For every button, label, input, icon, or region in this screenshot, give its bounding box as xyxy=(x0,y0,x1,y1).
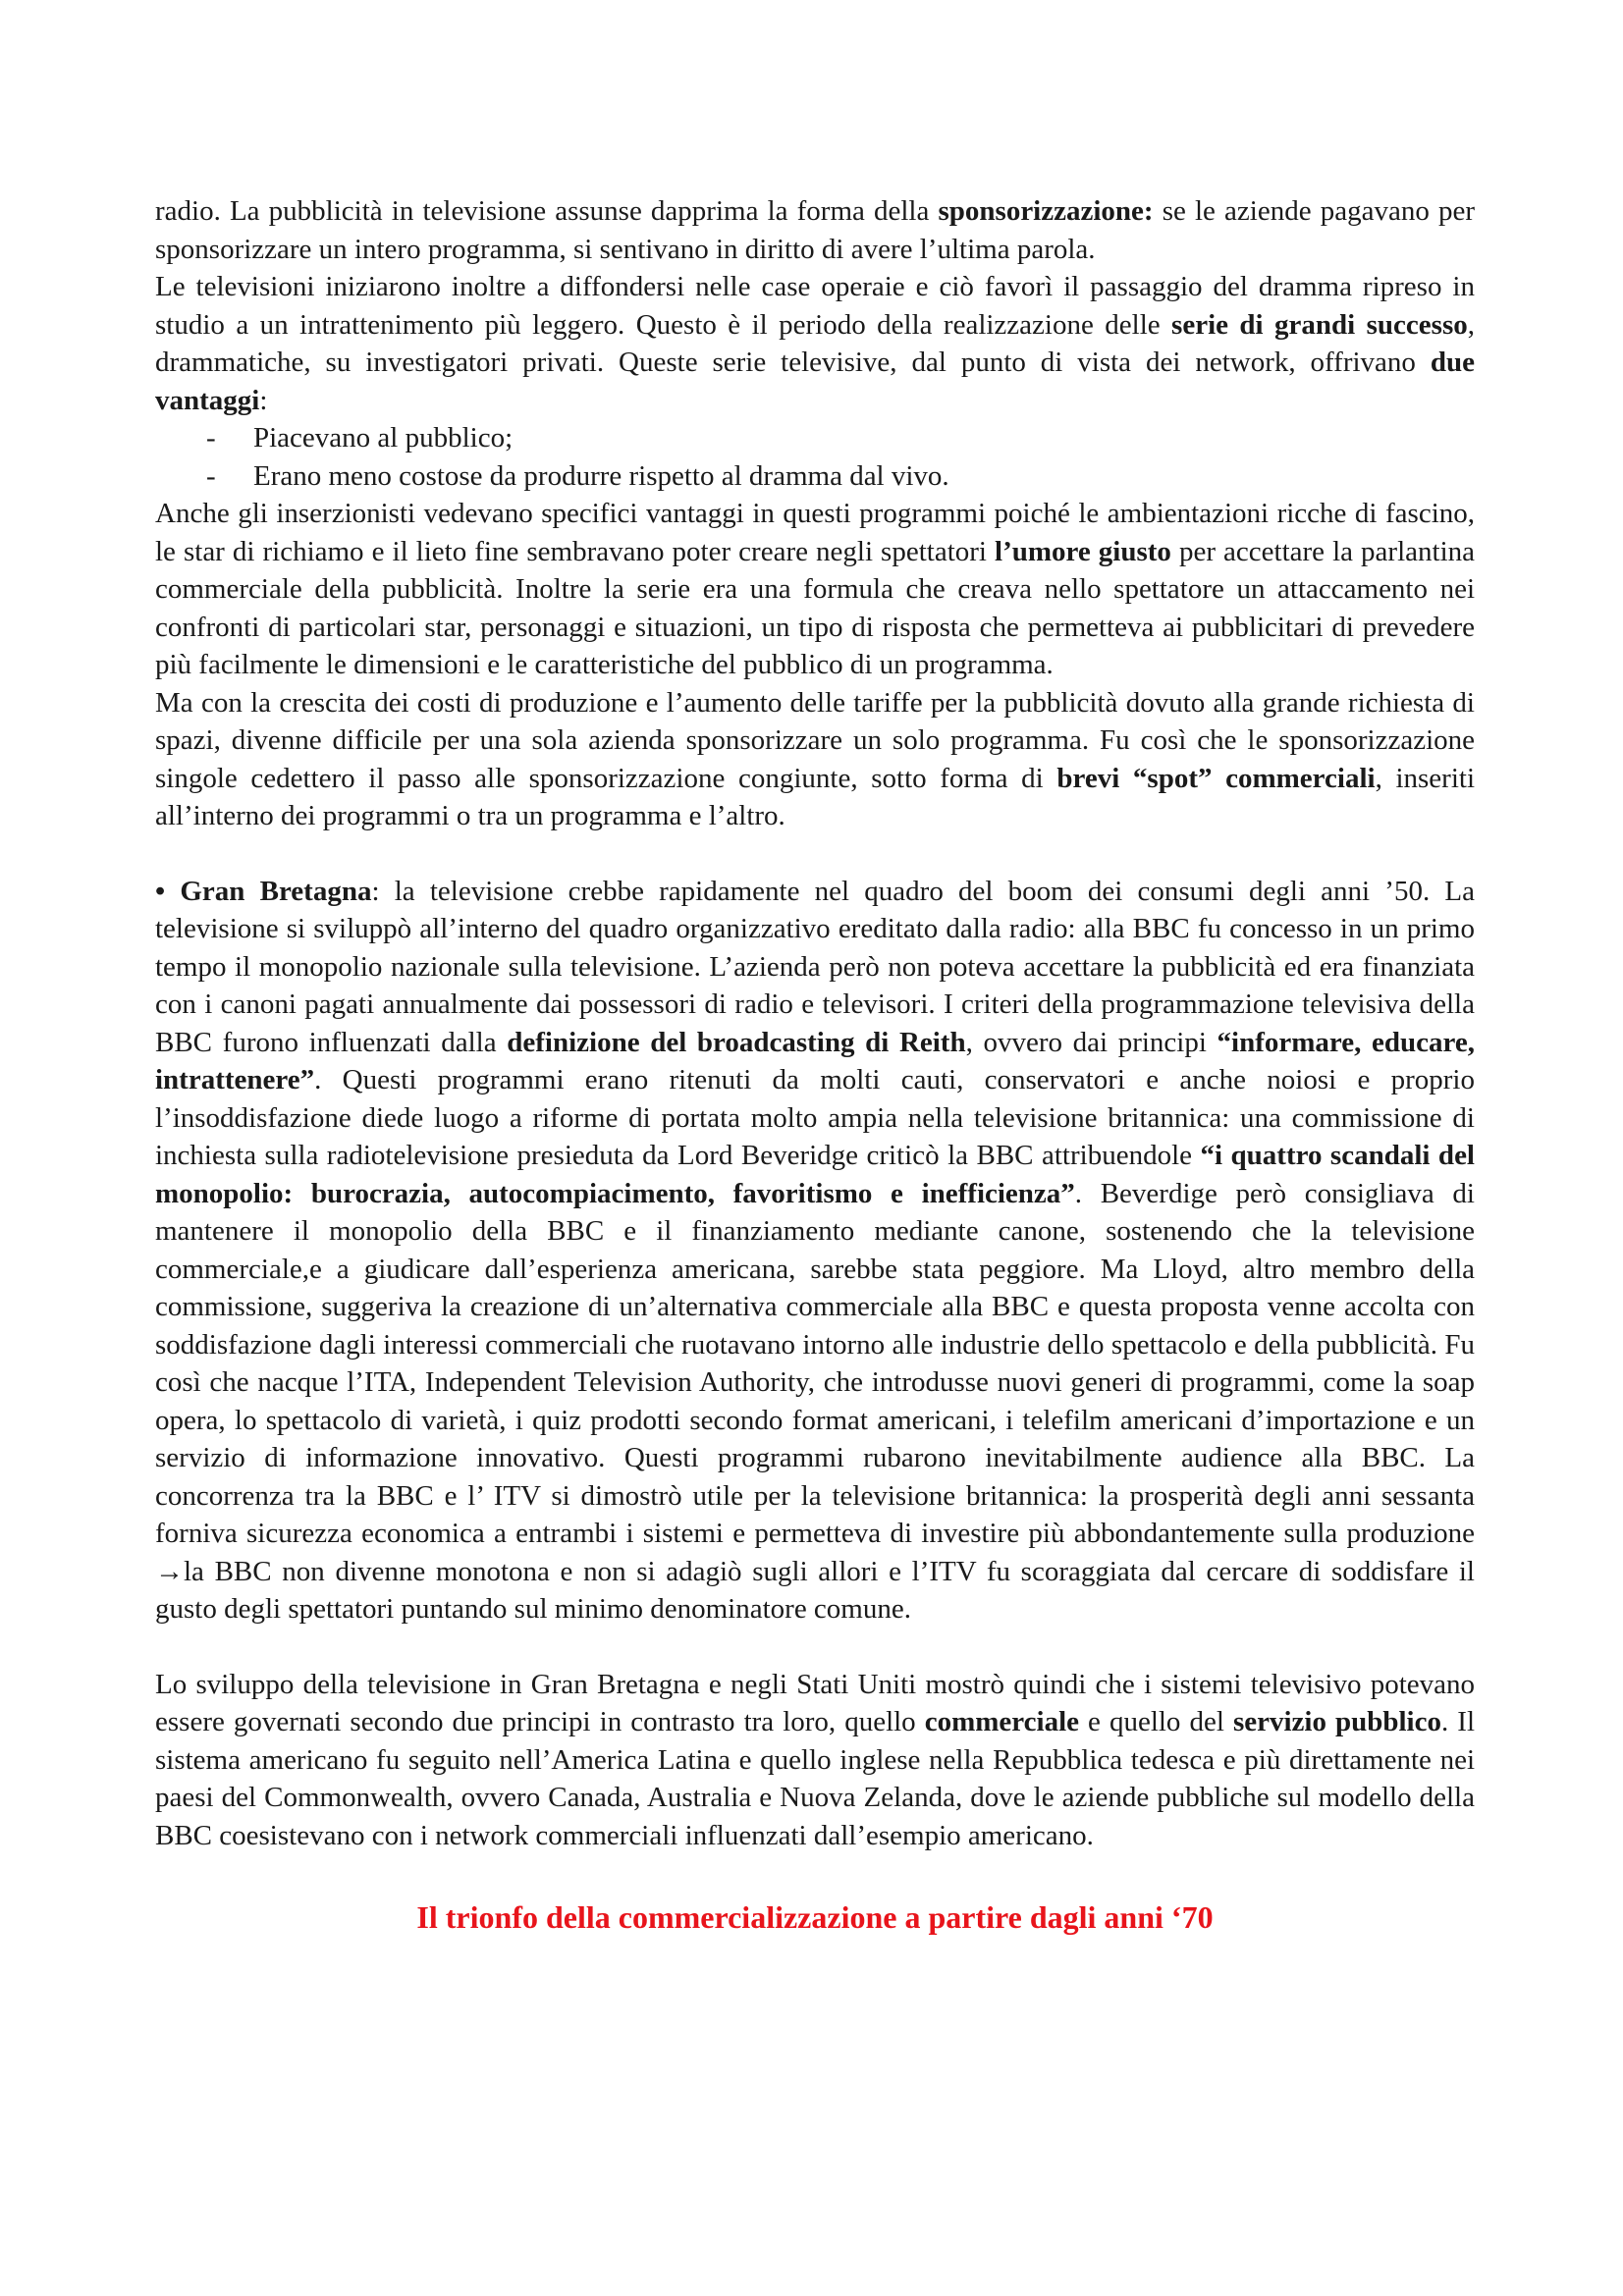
paragraph-great-britain xyxy=(155,873,1475,1629)
list-item xyxy=(155,419,1475,457)
text-run: e quello del xyxy=(1079,1706,1233,1737)
list-item xyxy=(155,457,1475,496)
list-item-text: Erano meno costose da produrre rispetto al dramma dal vivo. xyxy=(253,459,949,492)
advantages-list xyxy=(155,419,1475,495)
text-run: , inseriti all’interno dei programmi o tra un programma e l’altro. xyxy=(155,762,1476,831)
text-run: Ma con la crescita dei costi di produzione e l’aumento delle tariffe per la pubblicità dovuto alla grande richiesta di spazi, divenne difficile per una sola azienda sponsorizzare un solo programma. Fu così che le sponsorizzazione singole cedettero il passo alle sponsorizzazione congiunte, sotto forma di xyxy=(155,686,1475,794)
text-run: , drammatiche, su investigatori privati. Queste serie televisive, dal punto di vista dei network, offrivano xyxy=(155,308,1475,378)
paragraph-gap xyxy=(155,835,1475,873)
text-run: se le aziende pagavano per sponsorizzare un intero programma, si sentivano in diritto di avere l’ultima parola. xyxy=(155,195,1475,265)
text-run: : xyxy=(259,384,268,416)
list-item-text: Piacevano al pubblico; xyxy=(253,422,514,454)
text-run: Anche gli inserzionisti vedevano specifici vantaggi in questi programmi poiché le ambientazioni ricche di fascino, le star di richiamo e il lieto fine sembravano poter creare negli spettatori xyxy=(155,498,1475,567)
bold-term: due vantaggi xyxy=(155,347,1475,416)
arrow-right-icon: → xyxy=(155,1555,184,1587)
bold-term: commerciale xyxy=(924,1706,1079,1737)
bold-term: • Gran Bretagna xyxy=(155,875,372,907)
section-heading: Il trionfo della commercializzazione a partire dagli anni ‘70 xyxy=(416,1899,1214,1935)
text-run: la BBC non divenne monotona e non si adagiò sugli allori e l’ITV fu scoraggiata dal cercare di soddisfare il gusto degli spettatori puntando sul minimo denominatore comune. xyxy=(155,1555,1475,1625)
list-dash: - xyxy=(206,422,216,454)
text-run: per accettare la parlantina commerciale della pubblicità. Inoltre la serie era una formula che creava nello spettatore un attaccamento nei confronti di particolari star, personaggi e situazioni, un tipo di risposta che permetteva ai pubblicitari di prevedere più facilmente le dimensioni e le caratteristiche del pubblico di un programma. xyxy=(155,535,1475,680)
bold-term: serie di grandi successo xyxy=(1171,308,1468,341)
paragraph-advertisers xyxy=(155,495,1475,684)
paragraph-sponsorship xyxy=(155,192,1475,268)
paragraph-conclusion xyxy=(155,1666,1475,1855)
paragraph-gap xyxy=(155,1629,1475,1666)
text-run: Le televisioni iniziarono inoltre a diffondersi nelle case operaie e ciò favorì il passaggio del dramma ripreso in studio a un intrattenimento più leggero. Questo è il periodo della realizzazione delle xyxy=(155,271,1475,341)
bold-term: servizio pubblico xyxy=(1232,1706,1441,1737)
text-run: . Beverdige però consigliava di mantenere il monopolio della BBC e il finanziamento mediante canone, sostenendo che la televisione commerciale,e a giudicare dall’esperienza americana, sarebbe stata peggiore. Ma Lloyd, altro membro della commissione, suggeriva la creazione di un’alternativa commerciale alla BBC e questa proposta venne accolta con soddisfazione dagli interessi commerciali che ruotavano intorno alle industrie dello spettacolo e della pubblicità. Fu così che nacque l’ITA, Independent Television Authority, che introdusse nuovi generi di programmi, come la soap opera, lo spettacolo di varietà, i quiz prodotti secondo format americani, i telefilm americani d’importazione e un servizio di informazione innovativo. Questi programmi rubarono inevitabilmente audience alla BBC. La concorrenza tra la BBC e l’ ITV si dimostrò utile per la televisione britannica: la prosperità degli anni sessanta forniva sicurezza economica a entrambi i sistemi e permetteva di investire più abbondantemente sulla produzione xyxy=(155,1177,1475,1549)
bold-term: “informare, educare, intrattenere” xyxy=(155,1026,1475,1095)
bold-term: l’umore giusto xyxy=(995,535,1171,567)
document-page xyxy=(155,192,1475,1937)
bold-term: sponsorizzazione: xyxy=(938,195,1154,227)
paragraph-spots xyxy=(155,684,1475,835)
bold-term: “i quattro scandali del monopolio: burocrazia, autocompiacimento, favoritismo e inefficienza” xyxy=(155,1140,1475,1209)
paragraph-series xyxy=(155,268,1475,419)
text-run: radio. La pubblicità in televisione assunse dapprima la forma della xyxy=(155,195,939,227)
text-run: : la televisione crebbe rapidamente nel quadro del boom dei consumi degli anni ’50. La televisione si sviluppò all’interno del quadro organizzativo ereditato dalla radio: alla BBC fu concesso in un primo tempo il monopolio nazionale sulla televisione. L’azienda però non poteva accettare la pubblicità ed era finanziata con i canoni pagati annualmente dai possessori di radio e televisori. I criteri della programmazione televisiva della BBC furono influenzati dalla xyxy=(155,875,1475,1058)
text-run: , ovvero dai principi xyxy=(965,1026,1217,1058)
bold-term: definizione del broadcasting di Reith xyxy=(507,1026,966,1058)
bold-term: brevi “spot” commerciali xyxy=(1056,762,1376,794)
text-run: . Questi programmi erano ritenuti da molti cauti, conservatori e anche noiosi e proprio l’insoddisfazione diede luogo a riforme di portata molto ampia nella televisione britannica: una commissione di inchiesta sulla radiotelevisione presieduta da Lord Beveridge criticò la BBC attribuendole xyxy=(155,1064,1475,1171)
text-run: Lo sviluppo della televisione in Gran Bretagna e negli Stati Uniti mostrò quindi che i sistemi televisivo potevano essere governati secondo due principi in contrasto tra loro, quello xyxy=(155,1668,1475,1737)
text-run: . Il sistema americano fu seguito nell’America Latina e quello inglese nella Repubblica tedesca e più direttamente nei paesi del Commonwealth, ovvero Canada, Australia e Nuova Zelanda, dove le aziende pubbliche sul modello della BBC coesistevano con i network commerciali influenzati dall’esempio americano. xyxy=(155,1706,1476,1851)
list-dash: - xyxy=(206,459,216,492)
